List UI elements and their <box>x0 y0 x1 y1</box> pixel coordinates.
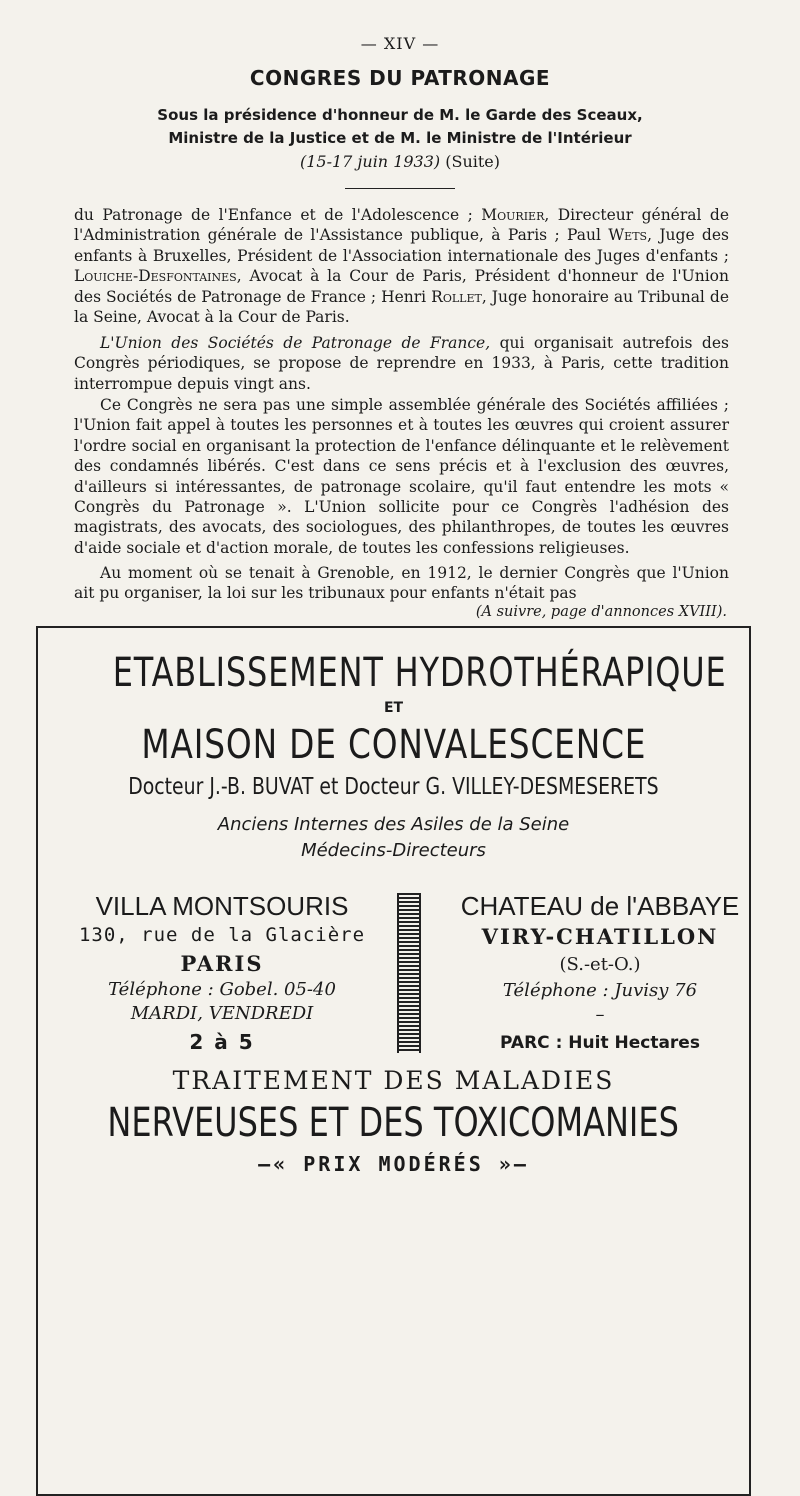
chateau-abbaye-block <box>440 890 760 1059</box>
p1-text-d: , Avocat à la Cour de Paris, Président d'honneur de l'Union des Sociétés de Patronage de France ; Henri <box>74 267 729 306</box>
header-rule <box>345 188 455 189</box>
chateau-dept: (S.-et-O.) <box>559 954 641 975</box>
doctors-text: Docteur J.-B. BUVAT et Docteur G. VILLEY-DESMESERETS <box>128 774 659 800</box>
chateau-city: VIRY-CHATILLON <box>481 924 719 949</box>
name-louiche-desfontaines: Louiche-Desfontaines <box>74 267 237 286</box>
chateau-dash: – <box>595 1004 605 1025</box>
p1-text-c: , Juge des enfants à Bruxelles, Président de l'Association internationale des Juges d'enfants ; <box>74 226 729 265</box>
paragraph-1 <box>74 205 729 327</box>
p4-text: Au moment où se tenait à Grenoble, en 1912, le dernier Congrès que l'Union ait pu organiser, la loi sur les tribunaux pour enfants n'était pas <box>74 564 729 603</box>
continuation-note: (A suivre, page d'annonces XVIII). <box>475 604 727 620</box>
p1-text-a: du Patronage de l'Enfance et de l'Adolescence ; <box>74 206 482 224</box>
paragraph-3 <box>74 395 729 558</box>
villa-city: PARIS <box>180 951 264 976</box>
villa-montsouris-block <box>62 890 382 1058</box>
advert-doctors <box>36 774 751 800</box>
villa-name: VILLA MONTSOURIS <box>95 891 349 921</box>
chateau-parc: PARC : Huit Hectares <box>500 1033 700 1053</box>
p2-italic: L'Union des Sociétés de Patronage de France, <box>100 334 491 352</box>
villa-hours: 2 à 5 <box>189 1030 255 1054</box>
p2-text: qui organisait autrefois des Congrès périodiques, se propose de reprendre en 1933, à Paris, cette tradition interrompue depuis vingt ans. <box>74 334 729 393</box>
advert-et: ET <box>383 700 404 716</box>
ornamental-divider <box>397 893 421 1053</box>
advert-medecins: Médecins-Directeurs <box>301 840 486 861</box>
subtitle-line-2: Ministre de la Justice et de M. le Ministre de l'Intérieur <box>168 129 632 147</box>
subtitle-line-1: Sous la présidence d'honneur de M. le Garde des Sceaux, <box>157 106 643 124</box>
headline-2-text: MAISON DE CONVALESCENCE <box>141 722 646 768</box>
name-wets: Wets <box>608 226 648 245</box>
advert-nerveuses <box>36 1100 751 1146</box>
name-rollet: Rollet <box>431 287 482 306</box>
date-suffix: (Suite) <box>440 152 501 171</box>
event-date <box>0 152 800 171</box>
p1-text-b: , Directeur général de l'Administration générale de l'Assistance publique, à Paris ; Paul <box>74 206 729 245</box>
advert-headline-2 <box>36 722 751 768</box>
villa-address: 130, rue de la Glacière <box>78 924 366 946</box>
villa-phone: Téléphone : Gobel. 05-40 <box>108 979 336 1000</box>
advert-traitement: TRAITEMENT DES MALADIES <box>172 1066 615 1095</box>
paragraph-2 <box>74 333 729 394</box>
advert-anciens: Anciens Internes des Asiles de la Seine <box>217 814 570 835</box>
nerveuses-text: NERVEUSES ET DES TOXICOMANIES <box>107 1100 680 1146</box>
advert-prix: —« PRIX MODÉRÉS »— <box>258 1152 529 1176</box>
section-title: CONGRES DU PATRONAGE <box>249 66 551 90</box>
date-range: (15-17 juin 1933) <box>299 152 441 171</box>
paragraph-4 <box>74 563 729 604</box>
name-mourier: Mourier <box>481 206 545 224</box>
page-number: — XIV — <box>360 34 440 53</box>
p3-text: Ce Congrès ne sera pas une simple assemblée générale des Sociétés affiliées ; l'Union fait appel à toutes les personnes et à toutes les œuvres qui croient assurer l'ordre social en organisant la protection de l'enfance délinquante et le relèvement des condamnés libérés. C'est dans ce sens précis et à l'exclusion des œuvres, d'ailleurs si intéressantes, de patronage scolaire, qu'il faut entendre les mots « Congrès du Patronage ». L'Union sollicite pour ce Congrès l'adhésion des magistrats, des avocats, des sociologues, des philanthropes, de toutes les œuvres d'aide sociale et d'action morale, de toutes les confessions religieuses. <box>74 396 729 557</box>
advert-headline-1 <box>36 650 751 696</box>
p1-text-e: , Juge honoraire au Tribunal de la Seine, Avocat à la Cour de Paris. <box>74 287 729 327</box>
headline-1-text: ETABLISSEMENT HYDROTHÉRAPIQUE <box>112 650 727 696</box>
chateau-phone: Téléphone : Juvisy 76 <box>502 980 698 1001</box>
chateau-name: CHATEAU de l'ABBAYE <box>460 891 740 921</box>
villa-days: MARDI, VENDREDI <box>130 1003 314 1024</box>
